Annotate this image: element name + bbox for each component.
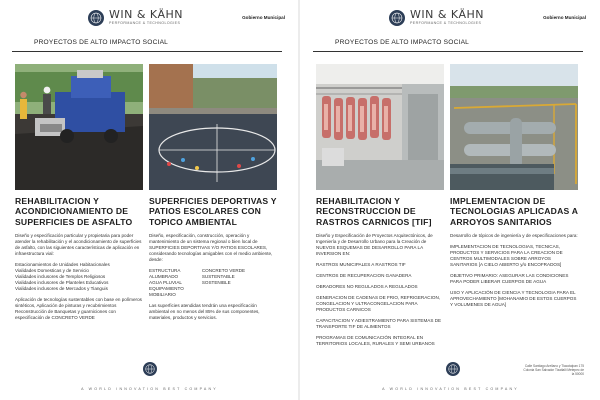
- sports-heading: SUPERFICIES DEPORTIVAS Y PATIOS ESCOLARES CON TOPICO AMBIENTAL: [149, 196, 277, 227]
- section-title: PROYECTOS DE ALTO IMPACTO SOCIAL: [34, 39, 169, 46]
- globe-logo-icon: [389, 10, 405, 26]
- rastros-intro: Diseño y Especificación de Proyectos Arquitectónicos, de Ingeniería y de Desarrollo Urbano para la Creación de NUEVOS ESQUEMAS DE DESARROLLO PARA LA INVERSION EN:: [316, 233, 433, 257]
- brand-header: [389, 9, 484, 26]
- rastros-paragraph: GENERACION DE CADENAS DE FRIO, REFRIGERACION, CONGELACION Y ULTRACONGELACION PARA PRODUCTOS CARNICOS: [316, 295, 441, 313]
- asphalt-heading: REHABILITACION Y ACONDICIONAMIENTO DE SUPERFICIES DE ASFALTO: [15, 196, 133, 227]
- government-label: Gobierno Municipal: [242, 15, 285, 20]
- footer-tagline: A WORLD INNOVATION BEST COMPANY: [382, 387, 519, 391]
- section-title: PROYECTOS DE ALTO IMPACTO SOCIAL: [335, 39, 470, 46]
- brand-name: WIN & KÄHN: [410, 8, 484, 21]
- asphalt-machine-photo: [15, 64, 143, 190]
- list-item: ESTRUCTURA: [149, 268, 181, 274]
- footer-address: Calle Santiago Arellano y Tlacotalpan 175 Colonia San Salvador Tizatlalli Metepec de la 50000: [523, 364, 584, 376]
- government-label: Gobierno Municipal: [543, 15, 586, 20]
- asphalt-column: [15, 196, 143, 326]
- sports-intro: Diseño, especificación, construcción, operación y mantenimiento de un sistema regional o bien local de SUPERFICIES DEPORTIVAS Y/O PATIOS ESCOLARES, considerando tecnologías amigables con el medio ambiente, desde:: [149, 233, 273, 263]
- water-pipes-photo: [450, 64, 578, 190]
- sports-list-left: [149, 268, 184, 298]
- brand-tagline: PERFORMANCE & TECHNOLOGIES: [109, 21, 181, 25]
- header-rule: [12, 51, 282, 52]
- brand-name: WIN & KÄHN: [109, 8, 183, 21]
- list-item: Vialidades inclusores de Mercados y Tianguis: [15, 286, 108, 292]
- footer-globe-icon: [446, 362, 460, 376]
- rastros-paragraph: OBRADORES NO REGULADOS A REGULADOS: [316, 284, 418, 290]
- brochure-page-right: [307, 0, 594, 400]
- sports-column: [149, 196, 277, 326]
- globe-logo-icon: [88, 10, 104, 26]
- rastros-paragraph: RASTROS MUNICIPALES A RASTROS TIF: [316, 262, 406, 268]
- header-rule: [313, 51, 583, 52]
- rastros-column: [316, 196, 444, 352]
- list-item: AGUA PLUVIAL: [149, 280, 182, 286]
- list-item: Vialidades inclusores de Templos Religiosos: [15, 274, 106, 280]
- list-item: SUSTENTABLE: [201, 274, 235, 280]
- list-item: MOBILIARIO: [149, 292, 176, 298]
- asphalt-list: [15, 262, 143, 292]
- arroyos-paragraph: USO Y APLICACIÓN DE CIENCIA Y TECNOLOGIA PARA EL APROVECHAMIENTO [MOHANAMIO DE ESTOS CUERPOS Y VOLUMENES DE AGUA]: [450, 290, 577, 308]
- sports-lists: [149, 268, 277, 298]
- footer-globe-icon: [143, 362, 157, 376]
- footer-tagline: A WORLD INNOVATION BEST COMPANY: [81, 387, 218, 391]
- arroyos-column: [450, 196, 578, 313]
- brand-header: [88, 9, 183, 26]
- arroyos-intro: Desarrollo de tópicos de ingeniería y de especificaciones para:: [450, 233, 578, 239]
- list-item: EQUIPAMIENTO: [149, 286, 184, 292]
- rastros-paragraph: CAPACITACION Y ADIESTRAMIENTO PARA SISTEMAS DE TRANSPORTE TIF DE ALIMENTOS: [316, 318, 442, 330]
- meat-plant-photo: [316, 64, 444, 190]
- arroyos-paragraph: OBJETIVO PRIMARIO: ASEGURAR LAS CONDICIONES PARA PODER LIBERAR CUERPOS DE AGUA: [450, 273, 569, 285]
- sports-list-right: [202, 268, 245, 298]
- brand-tagline: PERFORMANCE & TECHNOLOGIES: [410, 21, 482, 25]
- list-item: Estacionamientos de Unidades Habitacionales: [15, 262, 110, 268]
- arroyos-paragraph: IMPLEMENTACION DE TECNOLOGIAS, TECNICAS, PRODUCTOS Y SERVICIOS PARA LA CREACION DE CENTROS MULTIMODALES SOBRE ARROYOS SANITARIOS [A CIELO ABIERTO y/o ENCOFRADOS]: [450, 244, 563, 268]
- list-item: CONCRETO VERDE: [201, 268, 246, 274]
- arroyos-heading: IMPLEMENTACION DE TECNOLOGIAS APLICADAS A ARROYOS SANITARIOS: [450, 196, 578, 227]
- sports-court-photo: [149, 64, 277, 190]
- asphalt-intro: Diseño y especificación particular y propietaria para poder atender la rehabilitación y el acondicionamiento de superficies de asfalto, con las siguientes características de aplicación en infraestructura vial:: [15, 233, 142, 257]
- rastros-paragraph: PROGRAMAS DE COMUNICACIÓN INTEGRAL EN TERRITORIOS LOCALES, RURALES Y SEMI URBANOS: [316, 335, 435, 347]
- list-item: Vialidades Domesticas y de Servicio: [15, 268, 89, 274]
- sports-closing: Las superficies atendidas tendrán una especificación ambiental en no menos del 85% de sus componentes, materiales, productos y servicios.: [149, 303, 260, 321]
- list-item: SOSTENIBLE: [201, 280, 231, 286]
- asphalt-closing: Aplicación de tecnologías sustentables con base en polímeros sintéticos, Aplicación de pinturas y recubrimientos Reconstrucción de Banquetas y guarniciones con especificación de CONCRETO VERDE: [15, 297, 142, 321]
- brochure-page-left: [6, 0, 293, 400]
- list-item: Vialidades inclusores de Planteles Educativos: [15, 280, 109, 286]
- page-gutter: [298, 0, 300, 400]
- rastros-paragraph: CENTROS DE RECUPERACION GANADERA: [316, 273, 412, 279]
- list-item: ALUMBRADO: [149, 274, 179, 280]
- rastros-heading: REHABILITACION Y RECONSTRUCCION DE RASTROS CARNICOS [TIF]: [316, 196, 432, 227]
